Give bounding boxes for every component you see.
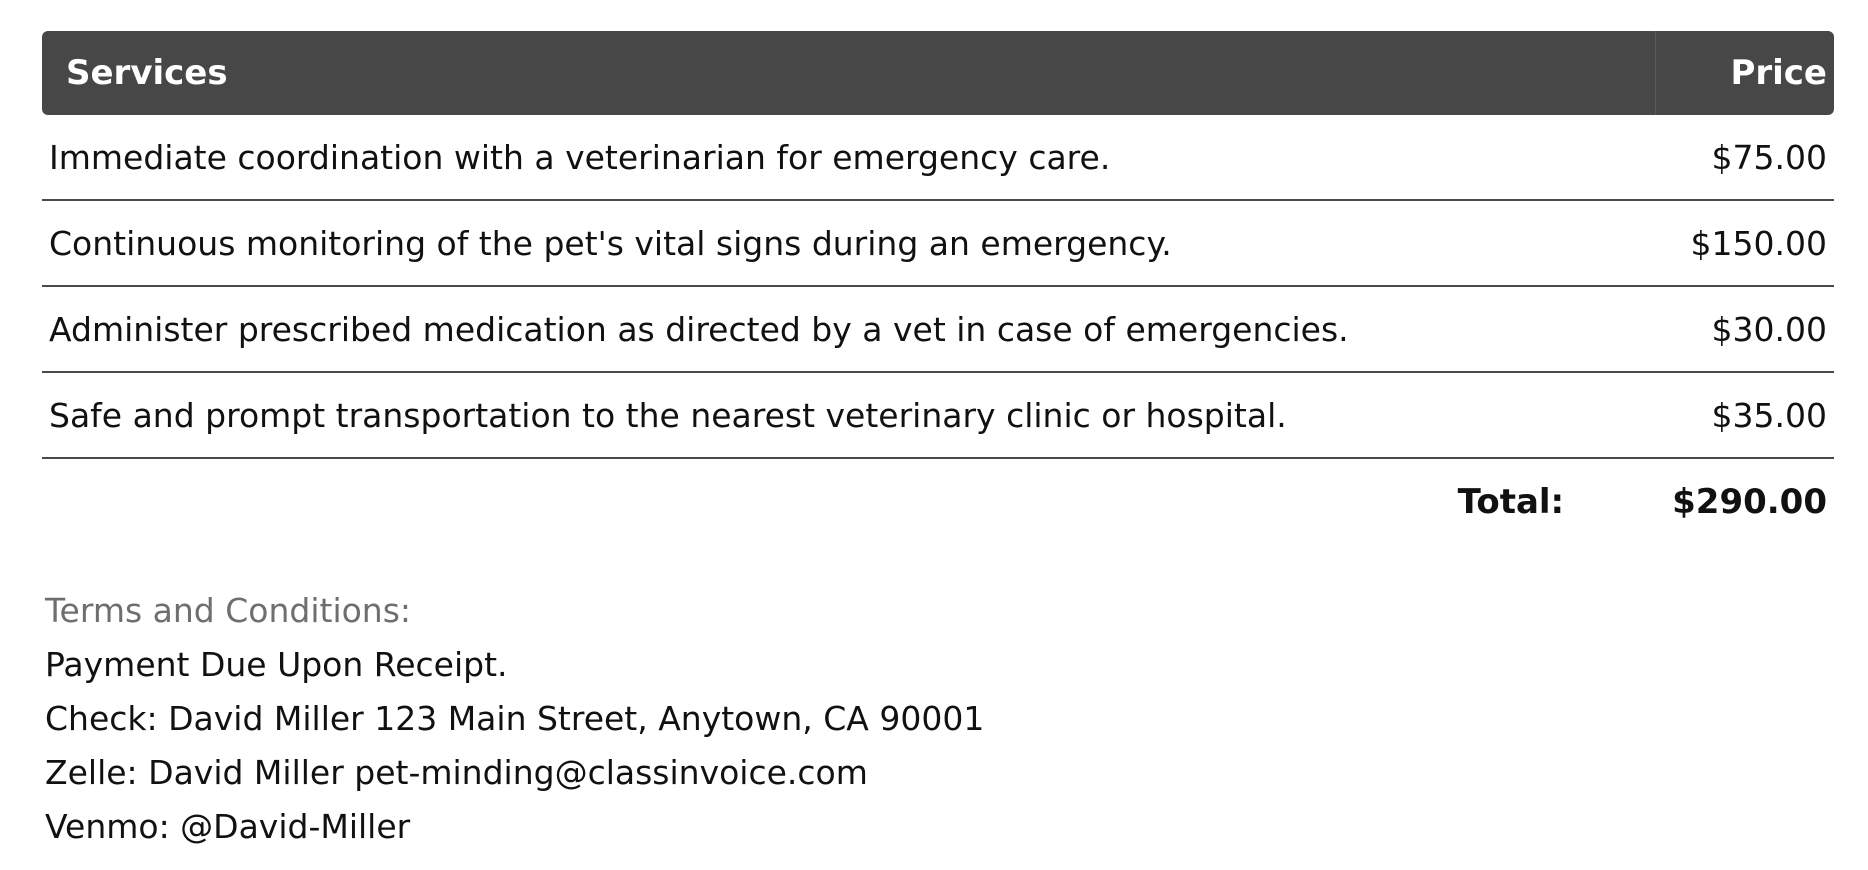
service-price: $35.00: [1711, 395, 1827, 435]
terms-line-check: Check: David Miller 123 Main Street, Anytown, CA 90001: [45, 699, 985, 738]
table-row: [42, 373, 1834, 459]
terms-line-zelle: Zelle: David Miller pet-minding@classinvoice.com: [45, 753, 868, 792]
table-header: [42, 31, 1834, 115]
services-table: [42, 31, 1834, 545]
services-column-header: Services: [66, 53, 228, 93]
service-description: Safe and prompt transportation to the nearest veterinary clinic or hospital.: [49, 395, 1287, 435]
table-row: [42, 287, 1834, 373]
total-value: $290.00: [1672, 482, 1827, 522]
total-label: Total:: [1457, 482, 1565, 522]
service-price: $150.00: [1690, 223, 1827, 263]
service-description: Continuous monitoring of the pet's vital signs during an emergency.: [49, 223, 1172, 263]
terms-section: [45, 584, 984, 854]
table-row: [42, 115, 1834, 201]
service-price: $75.00: [1711, 137, 1827, 177]
terms-line-venmo: Venmo: @David-Miller: [45, 807, 411, 846]
table-row: [42, 201, 1834, 287]
service-price: $30.00: [1711, 309, 1827, 349]
total-row: [42, 459, 1834, 545]
price-column-header: Price: [1655, 31, 1834, 115]
service-description: Immediate coordination with a veterinarian for emergency care.: [49, 137, 1111, 177]
terms-line-payment-due: Payment Due Upon Receipt.: [45, 645, 508, 684]
terms-title: Terms and Conditions:: [45, 591, 412, 630]
service-description: Administer prescribed medication as directed by a vet in case of emergencies.: [49, 309, 1349, 349]
